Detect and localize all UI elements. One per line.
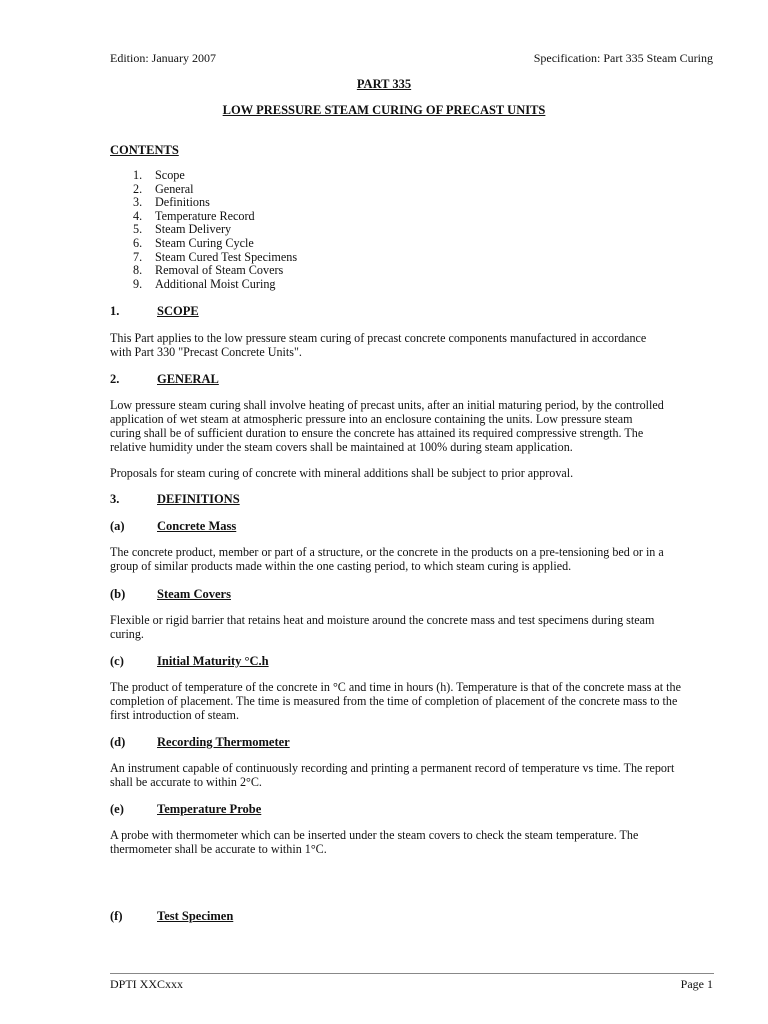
definition-text: The product of temperature of the concrete in °C and time in hours (h). Temperature is that of the concrete mass at the completion of placement. The time is measured from the time of completion of placement of the concrete mass to the first introduction of steam. bbox=[110, 680, 681, 722]
section-definitions-number: 3. bbox=[110, 492, 120, 506]
footer-page-number: Page 1 bbox=[680, 977, 713, 991]
scope-paragraph: This Part applies to the low pressure steam curing of precast concrete components manufactured in accordance with Part 330 "Precast Concrete Units". bbox=[110, 331, 647, 359]
section-scope-number: 1. bbox=[110, 304, 120, 318]
section-general-number: 2. bbox=[110, 372, 120, 386]
header-specification: Specification: Part 335 Steam Curing bbox=[533, 51, 713, 65]
definition-term: Initial Maturity °C.h bbox=[157, 654, 269, 668]
section-definitions-heading: DEFINITIONS bbox=[157, 492, 240, 506]
definition-text: The concrete product, member or part of a structure, or the concrete in the products on a pre-tensioning bed or in a group of similar products made within the one casting period, to which steam curing is applied. bbox=[110, 545, 664, 573]
footer-document-code: DPTI XXCxxx bbox=[110, 977, 184, 991]
footer-rule bbox=[110, 973, 714, 974]
general-paragraph-2: Proposals for steam curing of concrete with mineral additions shall be subject to prior approval. bbox=[110, 466, 574, 480]
definition-term: Concrete Mass bbox=[157, 519, 237, 533]
section-scope-heading: SCOPE bbox=[157, 304, 199, 318]
definition-label: (e) bbox=[110, 802, 124, 816]
definition-term: Test Specimen bbox=[157, 909, 234, 923]
definition-label: (d) bbox=[110, 735, 126, 749]
header-edition: Edition: January 2007 bbox=[110, 51, 216, 65]
general-paragraph-1: Low pressure steam curing shall involve heating of precast units, after an initial maturing period, by the controlled application of wet steam at atmospheric pressure into an enclosure containing the units. Low pressure steam curing shall be of sufficient duration to ensure the concrete has attained its required compressive strength. The relative humidity under the steam covers shall be maintained at 100% during steam application. bbox=[110, 398, 664, 454]
section-general-heading: GENERAL bbox=[157, 372, 219, 386]
definition-label: (f) bbox=[110, 909, 123, 923]
document-title: LOW PRESSURE STEAM CURING OF PRECAST UNITS bbox=[222, 103, 546, 117]
definition-label: (b) bbox=[110, 587, 126, 601]
definition-text: A probe with thermometer which can be inserted under the steam covers to check the steam temperature. The thermometer shall be accurate to within 1°C. bbox=[110, 828, 639, 856]
definition-label: (c) bbox=[110, 654, 124, 668]
definition-text: Flexible or rigid barrier that retains heat and moisture around the concrete mass and test specimens during steam curing. bbox=[110, 613, 655, 641]
definition-term: Recording Thermometer bbox=[157, 735, 290, 749]
definition-text: An instrument capable of continuously recording and printing a permanent record of temperature vs time. The report shall be accurate to within 2°C. bbox=[110, 761, 675, 789]
contents-heading: CONTENTS bbox=[110, 143, 179, 157]
definition-term: Steam Covers bbox=[157, 587, 231, 601]
part-number: PART 335 bbox=[356, 77, 412, 91]
definition-label: (a) bbox=[110, 519, 125, 533]
definition-term: Temperature Probe bbox=[157, 802, 262, 816]
